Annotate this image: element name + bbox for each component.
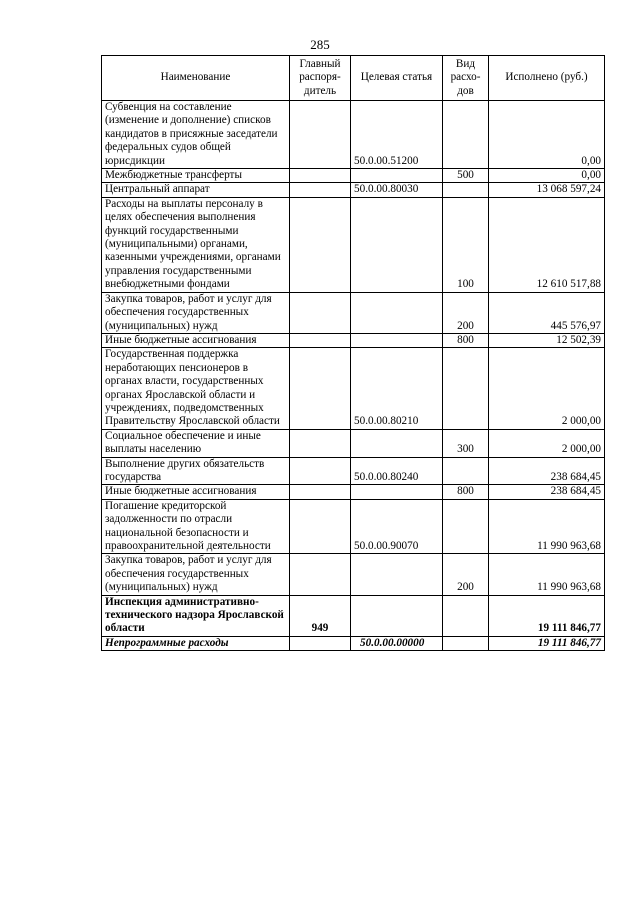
row-expense-type: 200 [443, 292, 489, 333]
row-main-manager [290, 485, 351, 499]
row-name: Межбюджетные трансферты [102, 169, 290, 183]
row-target-article [351, 429, 443, 457]
row-target-article: 50.0.00.51200 [351, 101, 443, 169]
row-name: Государственная поддержка неработающих пенсионеров в органах власти, государственных органах Ярославской области и учреждениях, подведомственных Правительству Ярославской области [102, 348, 290, 429]
row-target-article: 50.0.00.00000 [351, 636, 443, 650]
row-expense-type: 500 [443, 169, 489, 183]
row-amount: 238 684,45 [489, 457, 605, 485]
row-target-article: 50.0.00.80030 [351, 183, 443, 197]
table-row-summary [102, 595, 605, 636]
row-expense-type [443, 348, 489, 429]
row-name: Закупка товаров, работ и услуг для обеспечения государственных (муниципальных) нужд [102, 292, 290, 333]
row-expense-type: 800 [443, 485, 489, 499]
table-row [102, 485, 605, 499]
row-name: Иные бюджетные ассигнования [102, 333, 290, 347]
row-name: Выполнение других обязательств государства [102, 457, 290, 485]
row-target-article [351, 197, 443, 292]
row-target-article: 50.0.00.80240 [351, 457, 443, 485]
row-amount: 19 111 846,77 [489, 595, 605, 636]
table-row [102, 333, 605, 347]
budget-execution-table [101, 55, 605, 651]
row-main-manager [290, 636, 351, 650]
row-name: Иные бюджетные ассигнования [102, 485, 290, 499]
row-main-manager [290, 348, 351, 429]
row-target-article [351, 554, 443, 595]
row-main-manager [290, 554, 351, 595]
row-amount: 13 068 597,24 [489, 183, 605, 197]
row-expense-type [443, 499, 489, 554]
row-main-manager [290, 333, 351, 347]
row-expense-type: 100 [443, 197, 489, 292]
row-main-manager [290, 169, 351, 183]
row-name: Субвенция на составление (изменение и дополнение) списков кандидатов в присяжные заседатели федеральных судов общей юрисдикции [102, 101, 290, 169]
row-expense-type: 200 [443, 554, 489, 595]
table-row [102, 197, 605, 292]
row-target-article [351, 292, 443, 333]
table-row [102, 429, 605, 457]
table-row [102, 348, 605, 429]
row-main-manager [290, 183, 351, 197]
row-main-manager [290, 101, 351, 169]
row-amount: 0,00 [489, 101, 605, 169]
row-name: Социальное обеспечение и иные выплаты населению [102, 429, 290, 457]
row-amount: 12 610 517,88 [489, 197, 605, 292]
header-name: Наименование [102, 56, 290, 101]
table-row [102, 554, 605, 595]
row-target-article: 50.0.00.80210 [351, 348, 443, 429]
row-main-manager [290, 197, 351, 292]
row-amount: 11 990 963,68 [489, 499, 605, 554]
header-expense-type: Вид расхо-дов [443, 56, 489, 101]
header-main-manager: Главный распоря-дитель [290, 56, 351, 101]
row-amount: 0,00 [489, 169, 605, 183]
row-amount: 19 111 846,77 [489, 636, 605, 650]
row-target-article [351, 485, 443, 499]
row-main-manager [290, 429, 351, 457]
row-amount: 11 990 963,68 [489, 554, 605, 595]
table-row [102, 169, 605, 183]
row-main-manager: 949 [290, 595, 351, 636]
row-amount: 2 000,00 [489, 348, 605, 429]
row-amount: 445 576,97 [489, 292, 605, 333]
row-name: Погашение кредиторской задолженности по отрасли национальной безопасности и правоохранительной деятельности [102, 499, 290, 554]
row-name: Центральный аппарат [102, 183, 290, 197]
row-name: Расходы на выплаты персоналу в целях обеспечения выполнения функций государственными (муниципальными) органами, казенными учреждениями, органами управления государственными внебюджетными фондами [102, 197, 290, 292]
table-row-summary [102, 636, 605, 650]
row-expense-type: 800 [443, 333, 489, 347]
row-expense-type: 300 [443, 429, 489, 457]
row-main-manager [290, 292, 351, 333]
row-name: Закупка товаров, работ и услуг для обеспечения государственных (муниципальных) нужд [102, 554, 290, 595]
row-main-manager [290, 499, 351, 554]
row-amount: 2 000,00 [489, 429, 605, 457]
row-target-article [351, 333, 443, 347]
row-amount: 12 502,39 [489, 333, 605, 347]
row-expense-type [443, 636, 489, 650]
row-expense-type [443, 457, 489, 485]
row-target-article [351, 169, 443, 183]
row-amount: 238 684,45 [489, 485, 605, 499]
header-target-article: Целевая статья [351, 56, 443, 101]
row-target-article: 50.0.00.90070 [351, 499, 443, 554]
header-executed: Исполнено (руб.) [489, 56, 605, 101]
table-row [102, 183, 605, 197]
row-expense-type [443, 101, 489, 169]
page-number: 285 [310, 37, 330, 52]
table-row [102, 457, 605, 485]
row-name: Инспекция административно-технического надзора Ярославской области [102, 595, 290, 636]
row-expense-type [443, 595, 489, 636]
row-target-article [351, 595, 443, 636]
table-row [102, 101, 605, 169]
row-name: Непрограммные расходы [102, 636, 290, 650]
row-main-manager [290, 457, 351, 485]
table-row [102, 499, 605, 554]
row-expense-type [443, 183, 489, 197]
table-row [102, 292, 605, 333]
table-header-row [102, 56, 605, 101]
